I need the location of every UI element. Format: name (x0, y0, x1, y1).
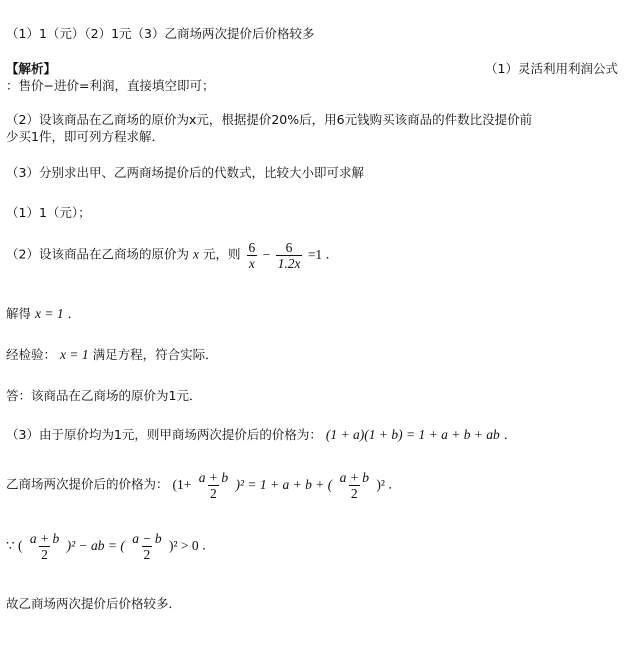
solution-solve (6, 304, 80, 322)
s3-equation: x = 1 (35, 306, 64, 321)
equation-rhs: =1 (307, 246, 323, 262)
fraction (28, 531, 61, 562)
s8-end: )² > 0 (168, 537, 199, 553)
period: ． (388, 476, 401, 492)
fraction (246, 240, 257, 271)
solution-part3-jia (6, 425, 516, 443)
solution-part3-yi (6, 470, 401, 501)
period: ． (325, 246, 339, 262)
fraction (197, 470, 230, 501)
solution-part1: （1）1（元）； (6, 205, 91, 220)
fraction-numerator: a + b (339, 470, 369, 485)
fraction (276, 240, 303, 271)
s2-mid: 元，则 (202, 246, 241, 262)
fraction-denominator: 2 (143, 547, 151, 562)
fraction-numerator: 6 (248, 240, 256, 255)
s7-prefix: 乙商场两次提价后的价格为： (6, 476, 169, 492)
s7-mid: )² = 1 + a + b + ( (235, 476, 333, 492)
solution-compare (6, 531, 215, 562)
fraction-denominator: 1.2x (277, 256, 301, 271)
s6-prefix: （3）由于原价均为1元，则甲商场两次提价后的价格为： (6, 427, 322, 442)
s8-expression (6, 531, 202, 562)
s8-mid: )² − ab = ( (66, 537, 125, 553)
solution-part2 (6, 240, 338, 271)
period: ． (503, 427, 517, 442)
analysis-line2b: 少买1件，即可列方程求解． (6, 129, 164, 144)
period: ． (67, 306, 81, 321)
solution-answer: 答：该商品在乙商场的原价为1元． (6, 388, 202, 403)
fraction (130, 531, 163, 562)
solution-check (6, 345, 218, 363)
fraction-numerator: a + b (29, 531, 60, 546)
s2-var: x (192, 246, 199, 262)
fraction (338, 470, 371, 501)
fraction-numerator: a + b (198, 470, 229, 485)
fraction-denominator: 2 (350, 486, 358, 501)
s2-prefix: （2）设该商品在乙商场的原价为 (6, 246, 189, 262)
period: ． (202, 537, 215, 553)
fraction-denominator: 2 (210, 486, 217, 501)
s6-expression: (1 + a)(1 + b) = 1 + a + b + ab (325, 427, 500, 442)
solution-conclusion: 故乙商场两次提价后价格较多． (6, 596, 182, 611)
s4-equation: x = 1 (60, 347, 89, 362)
minus-sign: − (262, 246, 271, 262)
analysis-line2a: （2）设该商品在乙商场的原价为x元，根据提价20%后，用6元钱购买该商品的件数比没提价前 (6, 112, 533, 127)
s4-suffix: 满足方程，符合实际． (92, 347, 218, 362)
fraction-denominator: 2 (41, 547, 48, 562)
equation-1 (244, 240, 325, 271)
analysis-line1-cont: ：售价−进价=利润，直接填空即可； (6, 78, 215, 93)
analysis-right-text: （1）灵活利用利润公式 (485, 61, 618, 76)
analysis-line3: （3）分别求出甲、乙两商场提价后的代数式，比较大小即可求解 (6, 165, 364, 180)
s7-end: )² (376, 476, 385, 492)
fraction-denominator: x (248, 256, 255, 271)
fraction-numerator: 6 (285, 240, 293, 255)
because-symbol: ∵ ( (6, 537, 23, 553)
answer-line: （1）1（元）（2）1元（3）乙商场两次提价后价格较多 (6, 26, 315, 41)
s4-prefix: 经检验： (6, 347, 57, 362)
s3-prefix: 解得 (6, 306, 32, 321)
fraction-numerator: a − b (132, 531, 162, 546)
s7-left: (1+ (172, 476, 192, 492)
s7-expression (172, 470, 389, 501)
analysis-heading: 【解析】 (6, 61, 57, 76)
